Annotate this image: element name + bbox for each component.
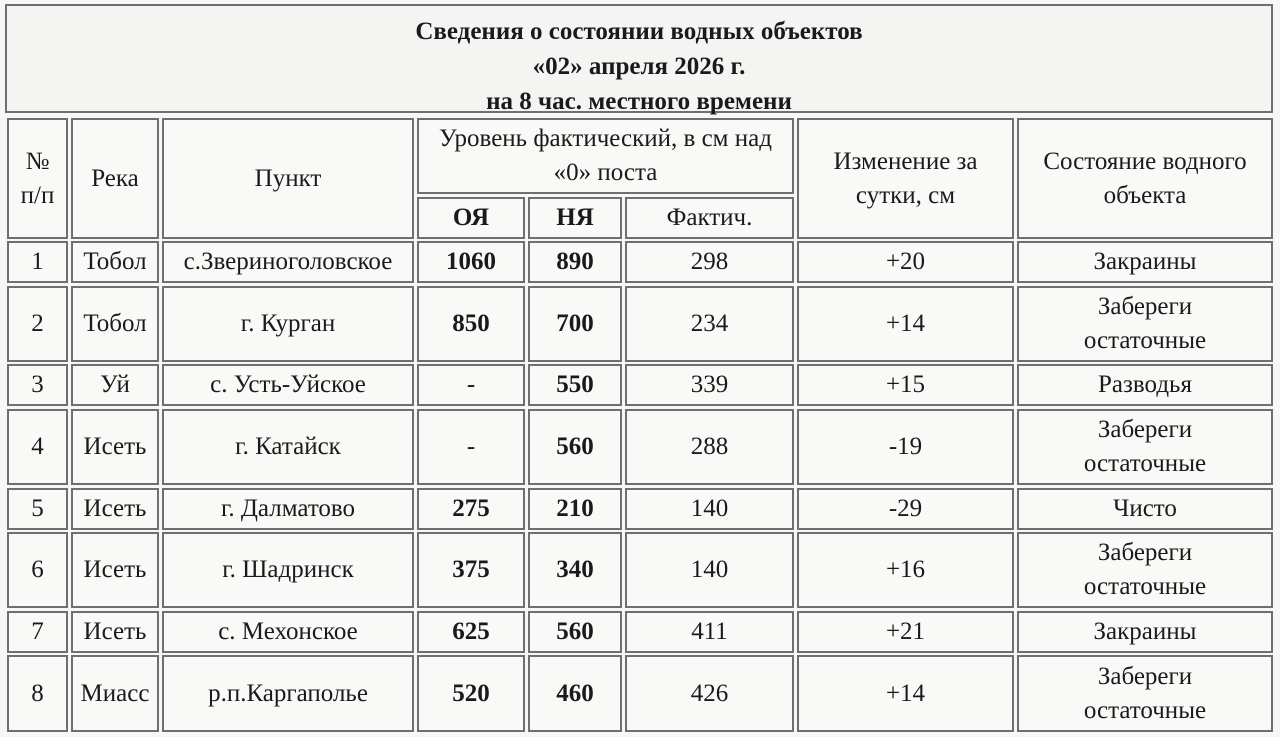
- cell-nya: 550: [528, 364, 622, 406]
- cell-num: 8: [7, 655, 68, 732]
- cell-state: Закраины: [1017, 611, 1273, 653]
- cell-fact: 298: [625, 241, 794, 283]
- header-river-label: Река: [91, 164, 139, 192]
- cell-change: +14: [797, 286, 1014, 362]
- header-num-label: № п/п: [20, 147, 55, 209]
- header-oya-label: ОЯ: [452, 204, 490, 231]
- header-num: [7, 118, 68, 239]
- cell-num: 2: [7, 286, 68, 362]
- cell-nya: 560: [528, 409, 622, 485]
- cell-nya: 460: [528, 655, 622, 732]
- cell-change: -29: [797, 488, 1014, 530]
- cell-oya: 520: [417, 655, 525, 732]
- cell-river: Исеть: [71, 532, 159, 608]
- cell-state: [1017, 286, 1273, 362]
- cell-point: г. Шадринск: [162, 532, 414, 608]
- cell-oya: 275: [417, 488, 525, 530]
- cell-num: 4: [7, 409, 68, 485]
- header-point: [162, 118, 414, 239]
- cell-state-text: Забереги остаточные: [1083, 416, 1207, 477]
- cell-point: г. Курган: [162, 286, 414, 362]
- cell-change: +16: [797, 532, 1014, 608]
- cell-river: Исеть: [71, 611, 159, 653]
- cell-point: р.п.Каргаполье: [162, 655, 414, 732]
- cell-oya: 850: [417, 286, 525, 362]
- header-nya-label: НЯ: [556, 204, 594, 231]
- cell-fact: 288: [625, 409, 794, 485]
- report-title: [5, 4, 1273, 113]
- cell-state-text: Забереги остаточные: [1083, 662, 1207, 724]
- cell-oya: -: [417, 364, 525, 406]
- cell-state-text: Забереги остаточные: [1083, 539, 1207, 600]
- cell-oya: -: [417, 409, 525, 485]
- cell-num: 1: [7, 241, 68, 283]
- cell-fact: 339: [625, 364, 794, 406]
- title-line-1: Сведения о состоянии водных объектов: [415, 18, 863, 45]
- cell-point: с. Мехонское: [162, 611, 414, 653]
- header-change-label: Изменение за сутки, см: [833, 147, 978, 209]
- header-oya: [417, 197, 525, 239]
- header-level-group: [417, 118, 794, 194]
- cell-state: [1017, 532, 1273, 608]
- cell-change: -19: [797, 409, 1014, 485]
- cell-fact: 411: [625, 611, 794, 653]
- cell-river: Уй: [71, 364, 159, 406]
- title-line-3: на 8 час. местного времени: [486, 88, 792, 115]
- cell-fact: 426: [625, 655, 794, 732]
- header-fact: [625, 197, 794, 239]
- cell-fact: 140: [625, 532, 794, 608]
- cell-change: +20: [797, 241, 1014, 283]
- cell-river: Тобол: [71, 241, 159, 283]
- header-level-group-label: Уровень фактический, в см над «0» поста: [439, 125, 772, 186]
- cell-state: Закраины: [1017, 241, 1273, 283]
- cell-change: +14: [797, 655, 1014, 732]
- cell-oya: 625: [417, 611, 525, 653]
- cell-point: с.Звериноголовское: [162, 241, 414, 283]
- cell-fact: 234: [625, 286, 794, 362]
- cell-state: Разводья: [1017, 364, 1273, 406]
- cell-state: [1017, 655, 1273, 732]
- cell-fact: 140: [625, 488, 794, 530]
- cell-state: Чисто: [1017, 488, 1273, 530]
- cell-oya: 375: [417, 532, 525, 608]
- cell-num: 6: [7, 532, 68, 608]
- cell-river: Миасс: [71, 655, 159, 732]
- cell-nya: 210: [528, 488, 622, 530]
- cell-state: [1017, 409, 1273, 485]
- header-state: [1017, 118, 1273, 239]
- cell-river: Тобол: [71, 286, 159, 362]
- cell-state-text: Забереги остаточные: [1083, 293, 1207, 354]
- cell-point: г. Катайск: [162, 409, 414, 485]
- header-river: [71, 118, 159, 239]
- cell-point: с. Усть-Уйское: [162, 364, 414, 406]
- cell-river: Исеть: [71, 488, 159, 530]
- cell-nya: 700: [528, 286, 622, 362]
- header-nya: [528, 197, 622, 239]
- cell-river: Исеть: [71, 409, 159, 485]
- header-point-label: Пункт: [254, 164, 322, 192]
- cell-change: +15: [797, 364, 1014, 406]
- cell-nya: 890: [528, 241, 622, 283]
- header-fact-label: Фактич.: [666, 204, 753, 231]
- cell-nya: 340: [528, 532, 622, 608]
- header-state-label: Состояние водного объекта: [1043, 147, 1247, 209]
- cell-change: +21: [797, 611, 1014, 653]
- cell-num: 7: [7, 611, 68, 653]
- cell-oya: 1060: [417, 241, 525, 283]
- cell-num: 5: [7, 488, 68, 530]
- title-line-2: «02» апреля 2026 г.: [532, 53, 746, 80]
- cell-point: г. Далматово: [162, 488, 414, 530]
- cell-nya: 560: [528, 611, 622, 653]
- cell-num: 3: [7, 364, 68, 406]
- header-change: [797, 118, 1014, 239]
